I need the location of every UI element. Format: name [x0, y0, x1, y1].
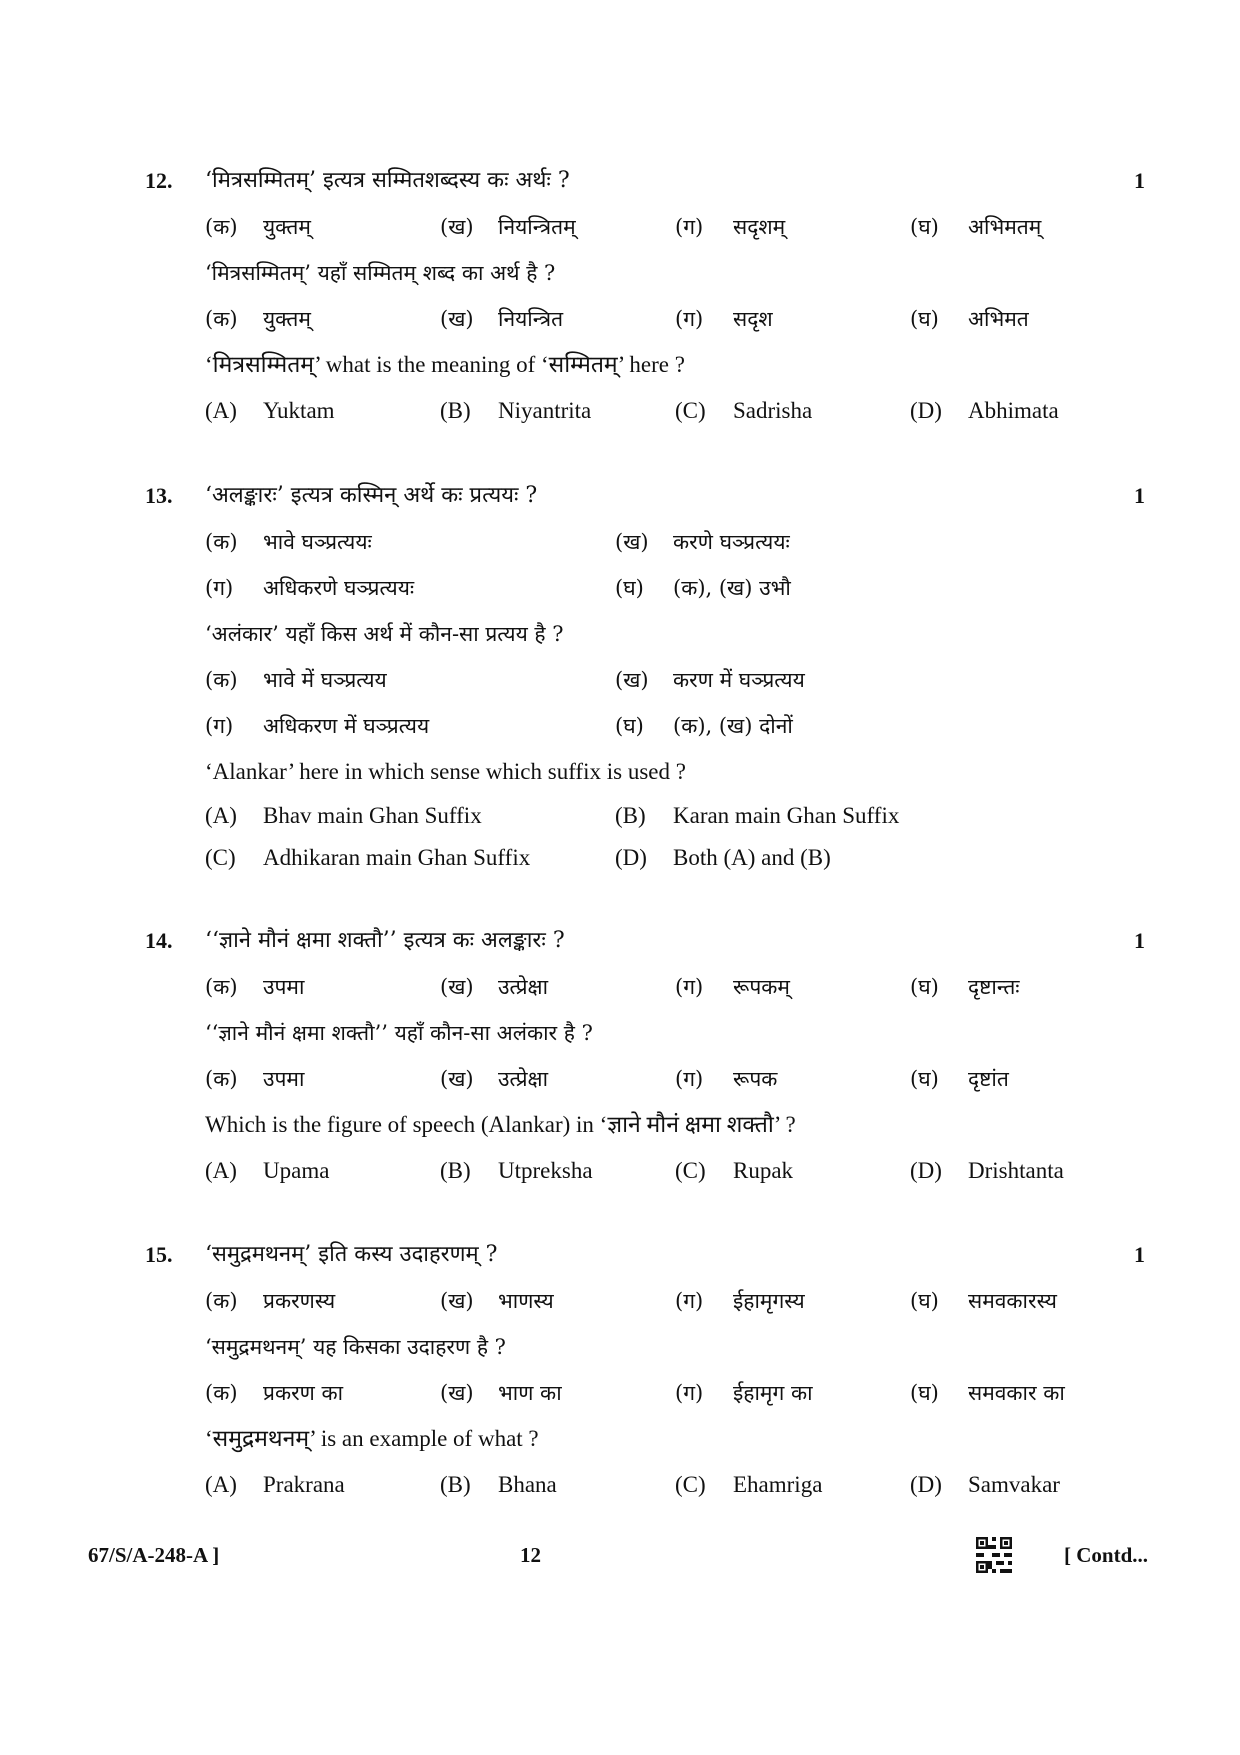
marks: 1	[1134, 168, 1145, 193]
question-number: 13.	[145, 483, 173, 508]
option: (ग) ईहामृगस्य	[675, 1289, 805, 1313]
sanskrit-options	[145, 565, 1145, 611]
english-question: ‘Alankar’ here in which sense which suffix is used ?	[205, 759, 686, 784]
option: (ख) उत्प्रेक्षा	[440, 975, 549, 999]
option: (ख) भाण का	[440, 1381, 562, 1405]
english-options	[145, 1148, 1145, 1194]
option: (क) प्रकरण का	[205, 1381, 344, 1405]
english-question: ‘समुद्रमथनम्’ is an example of what ?	[205, 1426, 539, 1451]
option: (ख) भाणस्य	[440, 1289, 554, 1313]
english-options	[145, 795, 1145, 837]
option: (ग) अधिकरणे घञ्प्रत्ययः	[205, 576, 415, 600]
option: (ख) नियन्त्रितम्	[440, 215, 576, 239]
english-options	[145, 388, 1145, 434]
option: (ख) करणे घञ्प्रत्ययः	[615, 530, 790, 554]
marks: 1	[1134, 1242, 1145, 1267]
option: (ग) सदृश	[675, 307, 773, 331]
marks: 1	[1134, 483, 1145, 508]
question-number: 15.	[145, 1242, 173, 1267]
english-options	[145, 837, 1145, 879]
option: (घ) समवकार का	[910, 1381, 1065, 1405]
marks: 1	[1134, 928, 1145, 953]
question-number: 14.	[145, 928, 173, 953]
question-12	[145, 158, 1145, 434]
qr-code-icon	[976, 1537, 1012, 1573]
option: (क) प्रकरणस्य	[205, 1289, 336, 1313]
option: (C) Rupak	[675, 1158, 794, 1183]
option: (ग) सदृशम्	[675, 215, 786, 239]
page-number: 12	[520, 1543, 541, 1567]
option: (ख) नियन्त्रित	[440, 307, 564, 331]
option: (घ) दृष्टांत	[910, 1067, 1009, 1091]
option: (B) Karan main Ghan Suffix	[615, 803, 900, 828]
option: (ग) अधिकरण में घञ्प्रत्यय	[205, 714, 430, 738]
option: (A) Yuktam	[205, 398, 335, 423]
option: (घ) दृष्टान्तः	[910, 975, 1020, 999]
option: (B) Utpreksha	[440, 1158, 593, 1183]
sanskrit-options	[145, 1278, 1145, 1324]
option: (A) Upama	[205, 1158, 330, 1183]
option: (D) Drishtanta	[910, 1158, 1064, 1183]
option: (क) युक्तम्	[205, 307, 311, 331]
option: (B) Bhana	[440, 1472, 557, 1497]
option: (A) Bhav main Ghan Suffix	[205, 803, 482, 828]
option: (C) Sadrisha	[675, 398, 813, 423]
sanskrit-question: ‘‘ज्ञाने मौनं क्षमा शक्तौ’’ इत्यत्र कः अलङ्कारः ?	[205, 928, 565, 953]
sanskrit-options	[145, 964, 1145, 1010]
sanskrit-question: ‘समुद्रमथनम्’ इति कस्य उदाहरणम् ?	[205, 1242, 498, 1267]
continued-label: [ Contd...	[1063, 1543, 1148, 1567]
option: (क) उपमा	[205, 1067, 305, 1091]
hindi-options	[145, 657, 1145, 703]
question-13	[145, 473, 1145, 879]
page-footer	[88, 1535, 1148, 1575]
hindi-options	[145, 296, 1145, 342]
option: (A) Prakrana	[205, 1472, 345, 1497]
option: (ख) उत्प्रेक्षा	[440, 1067, 549, 1091]
hindi-options	[145, 1370, 1145, 1416]
question-14	[145, 918, 1145, 1194]
option: (D) Both (A) and (B)	[615, 845, 831, 870]
option: (C) Ehamriga	[675, 1472, 823, 1497]
sanskrit-options	[145, 519, 1145, 565]
question-15	[145, 1232, 1145, 1508]
hindi-question: ‘अलंकार’ यहाँ किस अर्थ में कौन-सा प्रत्यय है ?	[205, 622, 564, 646]
option: (क) युक्तम्	[205, 215, 311, 239]
option: (B) Niyantrita	[440, 398, 592, 423]
option: (ग) रूपकम्	[675, 975, 790, 999]
option: (क) भावे घञ्प्रत्ययः	[205, 530, 372, 554]
paper-code: 67/S/A-248-A ]	[88, 1543, 220, 1567]
option: (ग) रूपक	[675, 1067, 778, 1091]
sanskrit-options	[145, 204, 1145, 250]
option: (D) Abhimata	[910, 398, 1059, 423]
option: (क) उपमा	[205, 975, 305, 999]
english-question: Which is the figure of speech (Alankar) in ‘ज्ञाने मौनं क्षमा शक्तौ’ ?	[205, 1112, 796, 1137]
hindi-options	[145, 703, 1145, 749]
option: (ख) करण में घञ्प्रत्यय	[615, 668, 805, 692]
option: (क) भावे में घञ्प्रत्यय	[205, 668, 387, 692]
option: (घ) अभिमत	[910, 307, 1029, 331]
english-options	[145, 1462, 1145, 1508]
sanskrit-question: ‘अलङ्कारः’ इत्यत्र कस्मिन् अर्थे कः प्रत्ययः ?	[205, 483, 538, 508]
option: (D) Samvakar	[910, 1472, 1060, 1497]
hindi-question: ‘‘ज्ञाने मौनं क्षमा शक्तौ’’ यहाँ कौन-सा अलंकार है ?	[205, 1021, 593, 1045]
sanskrit-question: ‘मित्रसम्मितम्’ इत्यत्र सम्मितशब्दस्य कः अर्थः ?	[205, 168, 570, 193]
option: (घ) समवकारस्य	[910, 1289, 1057, 1313]
hindi-options	[145, 1056, 1145, 1102]
hindi-question: ‘समुद्रमथनम्’ यह किसका उदाहरण है ?	[205, 1335, 506, 1359]
option: (घ) (क), (ख) दोनों	[615, 714, 793, 738]
option: (घ) (क), (ख) उभौ	[615, 576, 791, 600]
hindi-question: ‘मित्रसम्मितम्’ यहाँ सम्मितम् शब्द का अर्थ है ?	[205, 261, 556, 285]
question-number: 12.	[145, 168, 173, 193]
option: (C) Adhikaran main Ghan Suffix	[205, 845, 531, 870]
option: (घ) अभिमतम्	[910, 215, 1042, 239]
option: (ग) ईहामृग का	[675, 1381, 813, 1405]
english-question: ‘मित्रसम्मितम्’ what is the meaning of ‘सम्मितम्’ here ?	[205, 352, 685, 377]
